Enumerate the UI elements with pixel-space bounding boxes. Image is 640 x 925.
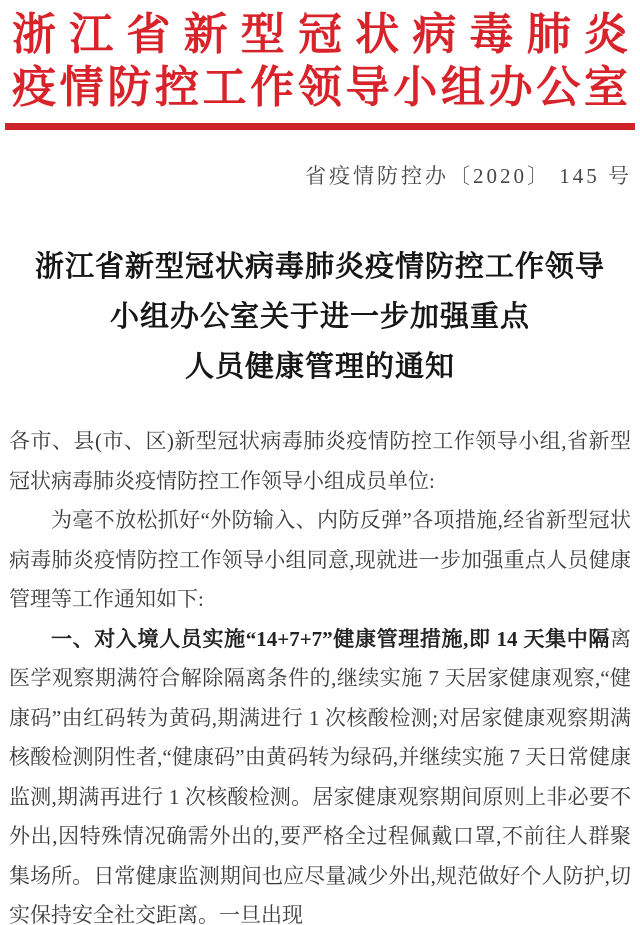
- document-body: [9, 422, 631, 925]
- letterhead: [0, 0, 640, 114]
- item-1-text: 离医学观察期满符合解除隔离条件的,继续实施 7 天居家健康观察,“健康码”由红码转为黄码,期满进行 1 次核酸检测;对居家健康观察期满核酸检测阴性者,“健康码”由黄码转为绿码,并继续实施 7 天日常健康监测,期满再进行 1 次核酸检测。居家健康观察期间原则上非必要不外出,因特殊情况确需外出的,要严格全过程佩戴口罩,不前往人群聚集场所。日常健康监测期间也应尽量减少外出,规范做好个人防护,切实保持安全社交距离。一旦出现: [9, 626, 631, 925]
- salutation-paragraph: 各市、县(市、区)新型冠状病毒肺炎疫情防控工作领导小组,省新型冠状病毒肺炎疫情防控工作领导小组成员单位:: [9, 429, 631, 493]
- document-title-line-1: 浙江省新型冠状病毒肺炎疫情防控工作领导: [34, 251, 605, 283]
- letterhead-line-1: 浙 江 省 新 型 冠 状 病 毒 肺 炎: [12, 10, 628, 59]
- document-number: 省疫情防控办〔2020〕 145 号: [305, 164, 632, 188]
- document-title: [0, 242, 640, 392]
- item-1-paragraph: [9, 620, 631, 925]
- letterhead-line-2: 疫 情 防 控 工 作 领 导 小 组 办 公 室: [12, 63, 628, 112]
- document-title-line-3: 人员健康管理的通知: [184, 351, 455, 383]
- red-divider: [5, 123, 635, 130]
- document-title-line-2: 小组办公室关于进一步加强重点: [109, 301, 530, 333]
- intro-paragraph: 为毫不放松抓好“外防输入、内防反弹”各项措施,经省新型冠状病毒肺炎疫情防控工作领导小组同意,现就进一步加强重点人员健康管理等工作通知如下:: [9, 508, 631, 611]
- item-1-bold-lead: 一、对入境人员实施“14+7+7”健康管理措施,即 14 天集中隔: [51, 626, 610, 651]
